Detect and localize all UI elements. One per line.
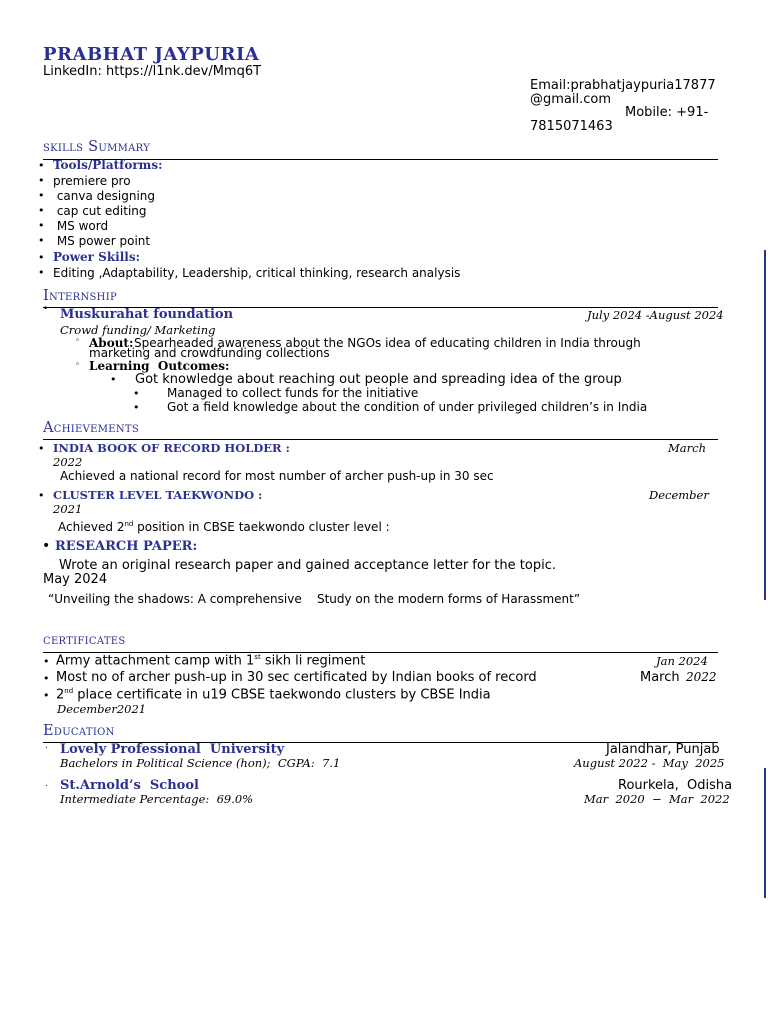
outcomes-label: Learning Outcomes:	[89, 359, 230, 373]
education-school: St.Arnold’s School	[60, 778, 199, 793]
email-line-2[interactable]: @gmail.com	[530, 92, 612, 107]
certificate-item	[56, 687, 491, 702]
achievement-year: 2022	[53, 455, 83, 469]
education-dates: August 2022 - May 2025	[574, 756, 725, 770]
bullet-icon: •	[38, 189, 45, 202]
outcome-main: Got knowledge about reaching out people and spreading idea of the group	[135, 372, 622, 387]
achievement-year: 2021	[53, 502, 83, 516]
certificate-month: March	[640, 670, 680, 685]
education-school: Lovely Professional University	[60, 742, 285, 757]
ordinal-suffix: nd	[124, 520, 134, 528]
bullet-icon: •	[43, 689, 50, 702]
certificate-text: 2	[56, 687, 65, 703]
skill-item: cap cut editing	[53, 204, 147, 218]
achievement-title: INDIA BOOK OF RECORD HOLDER :	[53, 441, 290, 455]
bullet-icon: •	[38, 174, 45, 187]
about-text-line2: marketing and crowdfunding collections	[89, 346, 330, 360]
ordinal-suffix: nd	[64, 687, 74, 695]
internship-role: Crowd funding/ Marketing	[60, 323, 216, 337]
bullet-icon: •	[38, 234, 45, 247]
outcome-sub-item: Got a field knowledge about the condition of under privileged children’s in India	[167, 400, 648, 414]
page-edge-marker	[764, 250, 766, 600]
candidate-name: PRABHAT JAYPURIA	[43, 44, 260, 65]
bullet-icon: •	[133, 401, 140, 414]
internship-org: Muskurahat foundation	[60, 307, 234, 322]
education-degree: Bachelors in Political Science (hon); CGPA: 7.1	[60, 756, 341, 770]
power-skills-label: Power Skills:	[53, 250, 141, 264]
achievement-title: CLUSTER LEVEL TAEKWONDO :	[53, 488, 263, 502]
education-degree: Intermediate Percentage: 69.0%	[60, 792, 254, 806]
circle-bullet-icon: ◦	[75, 360, 81, 370]
internship-dates: July 2024 -August 2024	[587, 308, 724, 322]
certificate-year: 2022	[686, 670, 717, 684]
achievements-section-title: Achievements	[43, 420, 140, 436]
achievement-month: December	[649, 488, 709, 502]
about-label: About:	[89, 336, 134, 350]
skill-item: premiere pro	[53, 174, 131, 188]
bullet-icon: •	[43, 304, 49, 314]
linkedin-link[interactable]: LinkedIn: https://l1nk.dev/Mmq6T	[43, 64, 262, 79]
mobile-number: 7815071463	[530, 119, 613, 134]
bullet-icon: •	[43, 655, 50, 668]
skill-item: canva designing	[53, 189, 156, 203]
certificate-item: Most no of archer push-up in 30 sec certificated by Indian books of record	[56, 670, 537, 685]
certificates-section-title: certificates	[43, 632, 126, 648]
skill-item: MS word	[53, 219, 109, 233]
achievement-month: March	[668, 441, 706, 455]
email-line-1[interactable]: Email:prabhatjaypuria17877	[530, 78, 716, 93]
bullet-icon: •	[38, 251, 45, 264]
certificate-text: Army attachment camp with 1	[56, 653, 255, 669]
bullet-icon: •	[38, 159, 45, 172]
achievement-desc-text: Achieved 2	[58, 520, 125, 534]
education-location: Jalandhar, Punjab	[606, 742, 720, 757]
tools-label: Tools/Platforms:	[53, 158, 163, 172]
power-skills-list: Editing ,Adaptability, Leadership, critical thinking, research analysis	[53, 266, 461, 280]
bullet-icon: •	[42, 538, 51, 554]
achievements-divider	[43, 439, 718, 440]
bullet-icon: •	[38, 489, 45, 502]
bullet-icon: •	[43, 672, 50, 685]
outcome-sub-item: Managed to collect funds for the initiative	[167, 386, 419, 400]
education-location: Rourkela, Odisha	[618, 778, 733, 793]
achievement-desc: Wrote an original research paper and gained acceptance letter for the topic.	[59, 558, 556, 573]
bullet-icon: .	[45, 741, 48, 751]
bullet-icon: •	[38, 204, 45, 217]
bullet-icon: •	[110, 373, 117, 386]
internship-section-title: Internship	[43, 288, 117, 304]
bullet-icon: •	[38, 219, 45, 232]
achievement-desc	[58, 520, 390, 534]
bullet-icon: •	[38, 442, 45, 455]
ordinal-suffix: st	[254, 653, 261, 661]
achievement-title: RESEARCH PAPER:	[55, 539, 198, 554]
bullet-icon: •	[133, 387, 140, 400]
circle-bullet-icon: ◦	[75, 336, 81, 346]
mobile-label: Mobile: +91-	[625, 105, 709, 120]
certificate-text: sikh li regiment	[260, 653, 366, 669]
bullet-icon: .	[45, 779, 48, 789]
education-dates: Mar 2020 − Mar 2022	[584, 792, 730, 806]
page-edge-marker	[764, 768, 766, 898]
certificate-date: Jan 2024	[656, 654, 708, 668]
about-text-line1: Spearheaded awareness about the NGOs idea of educating children in India through	[134, 336, 641, 350]
achievement-desc: Achieved a national record for most number of archer push-up in 30 sec	[60, 469, 494, 483]
bullet-icon: •	[38, 266, 45, 279]
achievement-desc-text: position in CBSE taekwondo cluster level :	[133, 520, 390, 534]
certificate-item	[56, 653, 365, 668]
skill-item: MS power point	[53, 234, 151, 248]
research-topic: “Unveiling the shadows: A comprehensive Study on the modern forms of Harassment”	[48, 592, 581, 606]
education-section-title: Education	[43, 723, 115, 739]
certificate-text: place certificate in u19 CBSE taekwondo clusters by CBSE India	[73, 687, 491, 703]
skills-section-title: skills Summary	[43, 139, 151, 155]
certificate-date: December2021	[57, 702, 147, 716]
achievement-date: May 2024	[43, 572, 108, 587]
